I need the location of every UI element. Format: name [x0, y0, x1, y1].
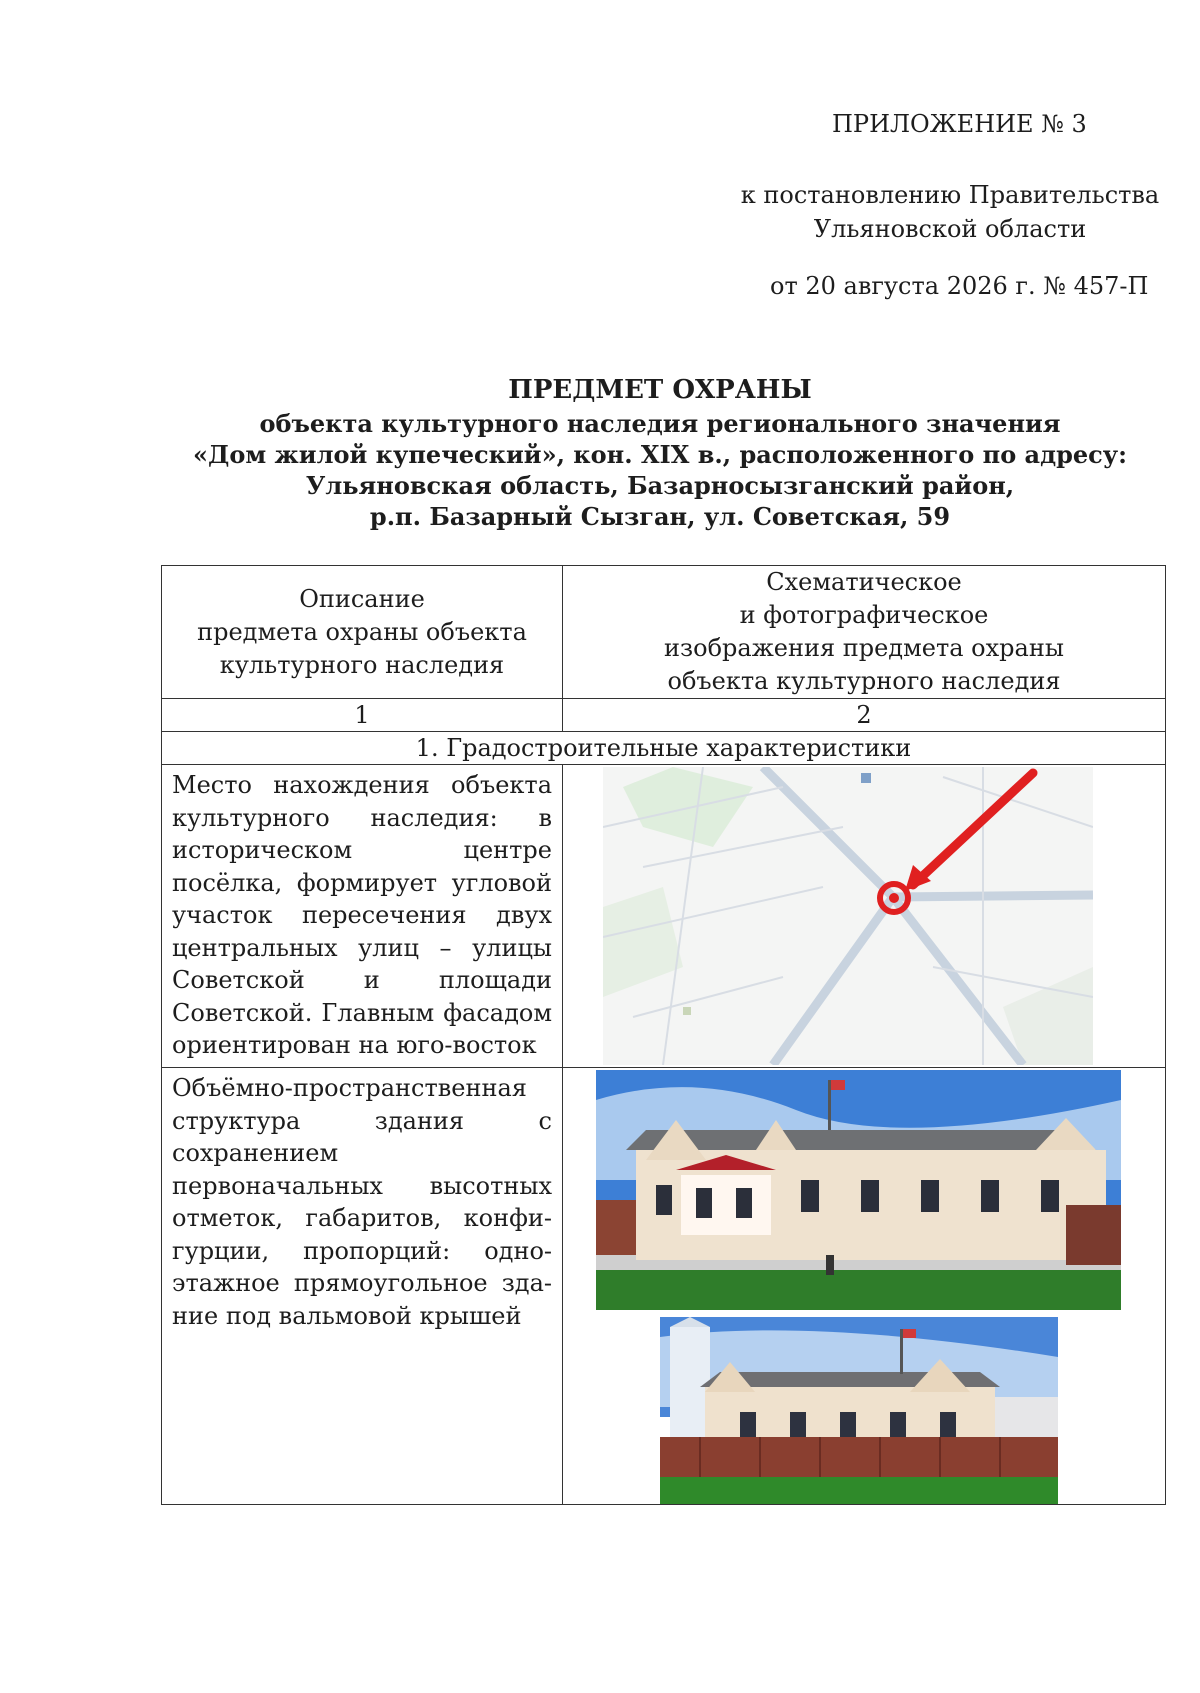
section-row [162, 732, 1166, 765]
title-line-4: р.п. Базарный Сызган, ул. Советская, 59 [369, 502, 951, 531]
column-number-1: 1 [162, 699, 563, 732]
photos-cell [563, 1068, 1166, 1505]
table-row [162, 765, 1166, 1068]
column-number-row [162, 699, 1166, 732]
appendix-number: ПРИЛОЖЕНИЕ № 3 [832, 110, 1087, 138]
table-row [162, 1068, 1166, 1505]
reference-line-1: к постановлению Правительства [740, 181, 1160, 209]
map-cell [563, 765, 1166, 1068]
building-photo-side [660, 1317, 1058, 1504]
title-main: ПРЕДМЕТ ОХРАНЫ [508, 375, 812, 405]
structure-description: Объёмно-пространственная структура здания с сохранением первоначальных высотных отметок, габаритов, конфигурции, пропорций: одноэтажное прямоугольное здание под вальмовой крышей [162, 1068, 563, 1505]
location-map [603, 767, 1093, 1065]
header-col1-line: Описание [299, 584, 425, 613]
appendix-date: от 20 августа 2026 г. № 457-П [770, 272, 1149, 300]
header-col1-line: культурного наследия [219, 650, 505, 679]
location-description: Место нахождения объекта культурного наследия: в историческом центре посёлка, формирует угловой участок пересечения двух центральных улиц – улицы Советской и площади Советской. Главным фасадом ориентирован на юго-восток [162, 765, 563, 1068]
map-image [603, 767, 1093, 1065]
header-col2-line: Схематическое [766, 568, 962, 596]
document-title [160, 372, 1160, 532]
reference-line-2: Ульяновской области [813, 215, 1087, 243]
header-col2-line: объекта культурного наследия [667, 667, 1061, 695]
title-line-2: «Дом жилой купеческий», кон. XIX в., расположенного по адресу: [192, 440, 1127, 469]
title-line-3: Ульяновская область, Базарносызганский район, [305, 471, 1015, 500]
table-header-row [162, 566, 1166, 699]
header-col2-line: и фотографическое [739, 601, 989, 629]
column-number-2: 2 [563, 699, 1166, 732]
appendix-reference [740, 178, 1160, 246]
protection-table [161, 565, 1166, 1505]
section-title: 1. Градостроительные характеристики [162, 732, 1166, 765]
building-photo-front [596, 1070, 1121, 1310]
header-col1-line: предмета охраны объекта [197, 617, 527, 646]
title-line-1: объекта культурного наследия регионального значения [259, 409, 1061, 438]
header-cell-description [162, 566, 563, 699]
header-col2-line: изображения предмета охраны [664, 634, 1064, 662]
header-cell-images [563, 566, 1166, 699]
